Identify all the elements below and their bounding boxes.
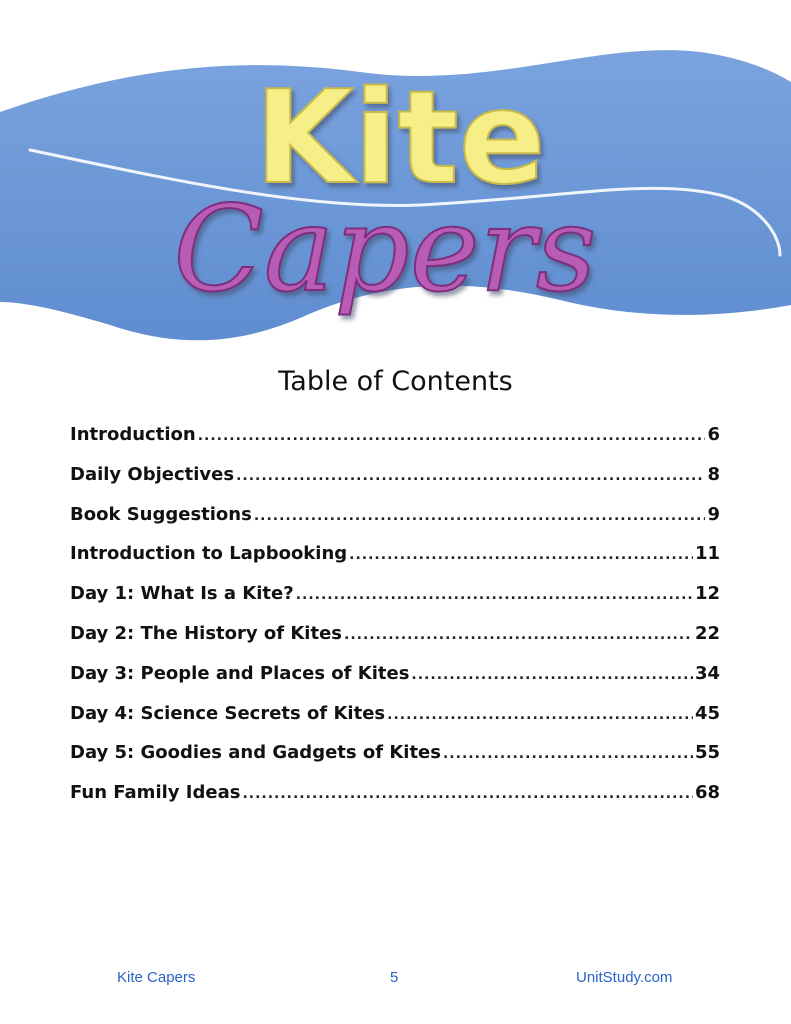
toc-dot-leader [198, 428, 706, 444]
toc-dot-leader [236, 468, 705, 484]
footer-title: Kite Capers [117, 969, 196, 986]
toc-entry-title: Day 5: Goodies and Gadgets of Kites [70, 742, 441, 764]
toc-entry[interactable] [70, 504, 720, 544]
toc-dot-leader [254, 508, 706, 524]
toc-entry-page: 22 [694, 622, 720, 644]
toc-dot-leader [242, 786, 693, 802]
toc-entry-title: Introduction to Lapbooking [70, 543, 348, 565]
toc-entry-title: Day 2: The History of Kites [70, 622, 342, 644]
toc-entry-page: 45 [694, 702, 720, 724]
wave-banner-graphic [0, 0, 791, 350]
toc-entry[interactable] [70, 663, 720, 703]
toc-entry-title: Book Suggestions [70, 503, 252, 525]
footer-page-number: 5 [390, 969, 399, 986]
toc-entry-page: 68 [694, 782, 720, 804]
toc-entry-title: Daily Objectives [70, 463, 235, 485]
toc-entry-page: 55 [694, 742, 720, 764]
toc-entry[interactable] [70, 703, 720, 743]
toc-dot-leader [387, 707, 693, 723]
toc-entry[interactable] [70, 742, 720, 782]
toc-entry-title: Day 1: What Is a Kite? [70, 583, 294, 605]
toc-entry-title: Introduction [70, 424, 196, 445]
toc-entry-page: 9 [707, 503, 720, 525]
footer-website: UnitStudy.com [576, 969, 673, 986]
toc-dot-leader [296, 587, 693, 603]
toc-dot-leader [344, 627, 693, 643]
toc-entry-page: 8 [707, 463, 720, 485]
toc-entry-title: Fun Family Ideas [70, 782, 241, 804]
title-banner [0, 0, 791, 350]
toc-entry[interactable] [70, 583, 720, 623]
page-footer [0, 969, 791, 989]
toc-entry[interactable] [70, 782, 720, 822]
toc-dot-leader [443, 746, 693, 762]
toc-entry-title: Day 4: Science Secrets of Kites [70, 702, 386, 724]
toc-entry[interactable] [70, 543, 720, 583]
toc-heading: Table of Contents [278, 366, 513, 397]
title-line-2: Capers [173, 180, 597, 318]
title-line-1: Kite [254, 64, 546, 213]
toc-entry-page: 6 [707, 424, 720, 445]
toc-entry-page: 34 [694, 662, 720, 684]
toc-list [70, 424, 720, 822]
toc-dot-leader [349, 547, 693, 563]
toc-entry[interactable] [70, 464, 720, 504]
toc-entry[interactable] [70, 424, 720, 464]
toc-entry-page: 12 [694, 583, 720, 605]
toc-entry-title: Day 3: People and Places of Kites [70, 662, 410, 684]
toc-entry[interactable] [70, 623, 720, 663]
toc-dot-leader [411, 667, 693, 683]
toc-entry-page: 11 [694, 543, 720, 565]
